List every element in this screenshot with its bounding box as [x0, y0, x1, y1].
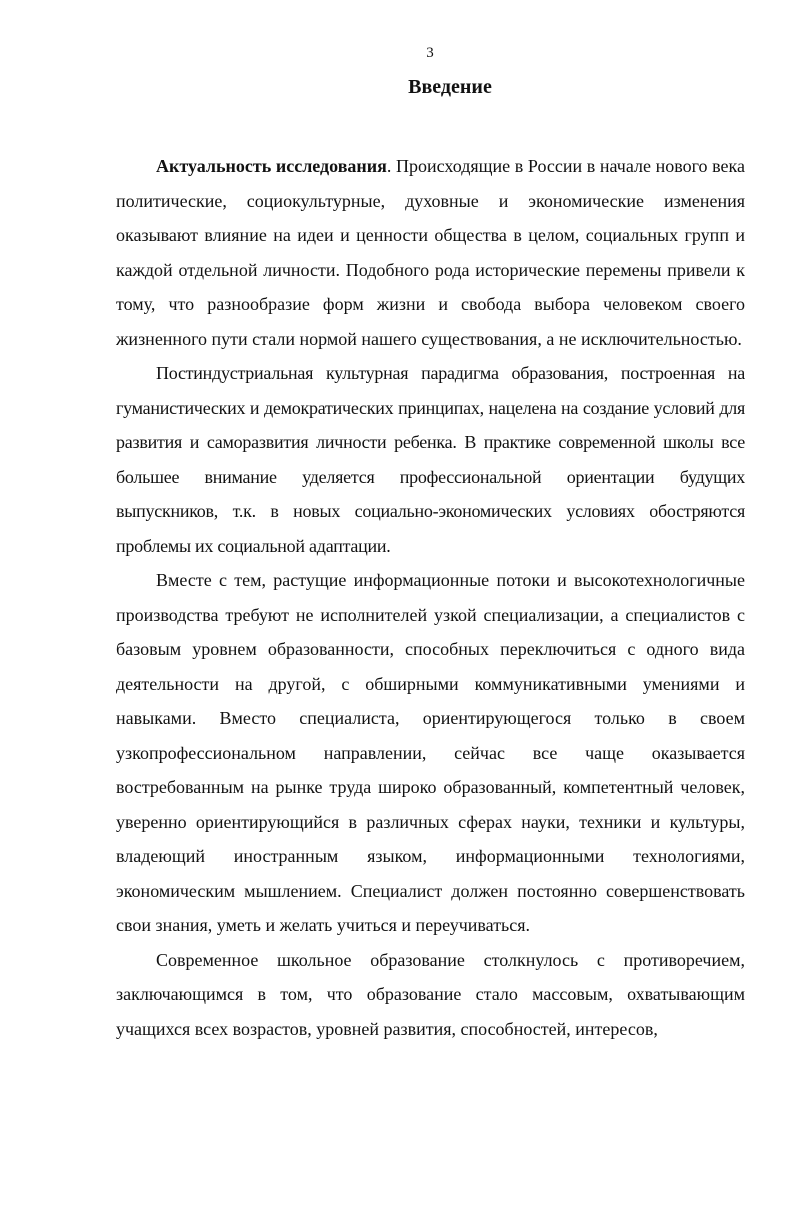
paragraph-school-education: Современное школьное образование столкнулось с противоречием, заключающимся в том, что образование стало массовым, охватывающим учащихся всех возрастов, уровней развития, способностей, интересов,	[116, 949, 745, 1039]
paragraph-relevance	[116, 149, 745, 356]
document-body	[116, 149, 745, 1046]
paragraph-text: . Происходящие в России в начале нового века политические, социокультурные, духовные и экономические изменения оказывают влияние на идеи и ценности общества в целом, социальных групп и каждой отдельной личности. Подобного рода исторические перемены привели к тому, что разнообразие форм жизни и свобода выбора человеком своего жизненного пути стали нормой нашего существования, а не исключительностью.	[116, 156, 745, 349]
paragraph-lead: Актуальность исследования	[156, 156, 387, 176]
section-title: Введение	[408, 76, 492, 98]
paragraph-information-flows: Вместе с тем, растущие информационные потоки и высокотехнологичные производства требуют не исполнителей узкой специализации, а специалистов с базовым уровнем образованности, способных переключиться с одного вида деятельности на другой, с обширными коммуникативными умениями и навыками. Вместо специалиста, ориентирующегося только в своем узкопрофессиональном направлении, сейчас все чаще оказывается востребованным на рынке труда широко образованный, компетентный человек, уверенно ориентирующийся в различных сферах науки, техники и культуры, владеющий иностранным языком, информационными технологиями, экономическим мышлением. Специалист должен постоянно совершенствовать свои знания, уметь и желать учиться и переучиваться.	[116, 570, 745, 935]
page-number: 3	[426, 45, 434, 61]
paragraph-postindustrial: Постиндустриальная культурная парадигма образования, построенная на гуманистических и демократических принципах, нацелена на создание условий для развития и саморазвития личности ребенка. В практике современной школы все большее внимание уделяется профессиональной ориентации будущих выпускников, т.к. в новых социально-экономических условиях обостряются проблемы их социальной адаптации.	[116, 363, 745, 556]
